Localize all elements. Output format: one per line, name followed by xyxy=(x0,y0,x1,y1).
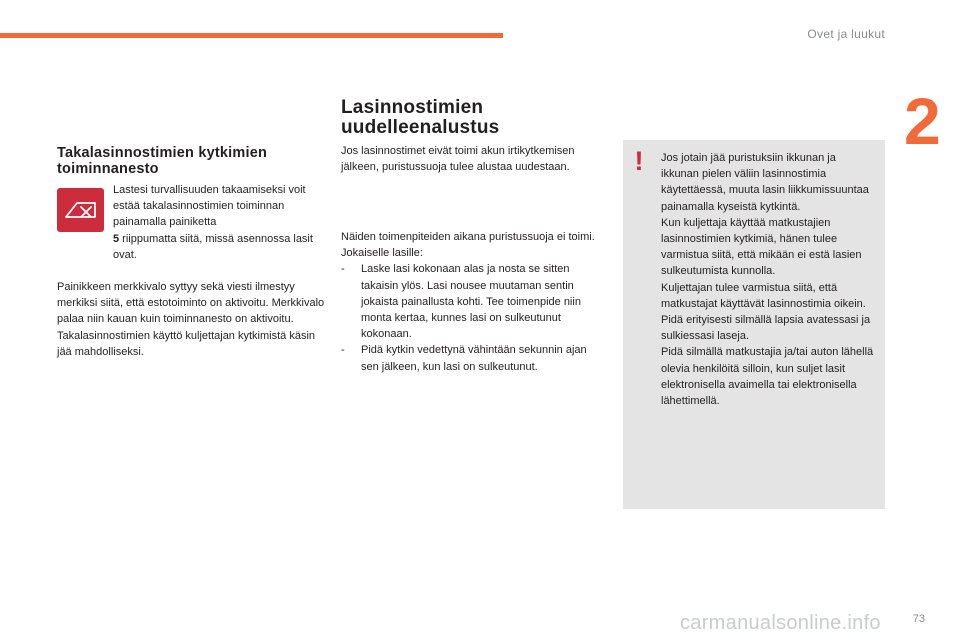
list-dash: - xyxy=(341,344,345,357)
watermark: carmanualsonline.info xyxy=(680,612,881,634)
list-item xyxy=(341,261,606,342)
list-item-text: Pidä kytkin vedettynä vähintään sekunnin ajan sen jälkeen, kun lasi on sulkeutunut. xyxy=(361,344,587,373)
procedure-note: Näiden toimenpiteiden aikana puristussuoja ei toimi. xyxy=(341,231,595,243)
reinit-intro: Jos lasinnostimet eivät toimi akun irtikytkemisen jälkeen, puristussuoja tulee alustaa uudestaan. xyxy=(341,145,575,174)
page-number: 73 xyxy=(912,613,925,625)
warning-line: Kuljettajan tulee varmistua siitä, että matkustajat käyttävät lasinnostimia oikein. xyxy=(661,281,866,310)
window-lock-icon xyxy=(57,188,104,232)
reinit-heading: Lasinnostimien uudelleenalustus xyxy=(341,97,500,138)
list-item xyxy=(341,342,606,374)
warning-line: Pidä erityisesti silmällä lapsia avatessasi ja sulkiessasi laseja. xyxy=(661,314,871,343)
section-title: Ovet ja luukut xyxy=(807,27,885,41)
chapter-number: 2 xyxy=(904,84,941,158)
warning-line: Jos jotain jää puristuksiin ikkunan ja ikkunan pielen väliin lasinnostimia käytettäessä, muuta lasin liikkumissuuntaa painamalla kyseistä kytkintä. xyxy=(661,152,869,213)
list-dash: - xyxy=(341,263,345,276)
window-lock-text: Lastesi turvallisuuden takaamiseksi voit estää takalasinnostimien toiminnan painamalla painiketta xyxy=(113,184,306,229)
list-item-text: Laske lasi kokonaan alas ja nosta se sitten takaisin ylös. Lasi nousee muutaman sentin jokaista painallusta kohti. Tee toimenpide niin monta kertaa, kunnes lasi on sulkeutunut kokonaan. xyxy=(361,263,581,341)
warning-icon: ! xyxy=(634,146,644,176)
driver-switch-text: Takalasinnostimien käyttö kuljettajan kytkimistä käsin jää mahdolliseksi. xyxy=(57,329,316,358)
button-number: 5 xyxy=(113,232,120,245)
procedure-lead: Jokaiselle lasille: xyxy=(341,247,423,260)
warning-line: Pidä silmällä matkustajia ja/tai auton lähellä olevia henkilöitä silloin, kun suljet lasit elektronisella avaimella tai elektronisella lähettimellä. xyxy=(661,346,874,408)
window-lock-heading: Takalasinnostimien kytkimien toiminnanesto xyxy=(57,145,268,177)
window-lock-text-end: riippumatta siitä, missä asennossa lasit ovat. xyxy=(113,232,313,261)
warning-line: Kun kuljettaja käyttää matkustajien lasinnostimien kytkimiä, hänen tulee varmistua siitä, että mikään ei estä lasien sulkeutumista kunnolla. xyxy=(661,216,862,278)
warning-text xyxy=(661,150,875,409)
accent-bar xyxy=(0,33,503,38)
reinit-procedure xyxy=(341,229,606,375)
indicator-paragraph xyxy=(57,279,332,360)
window-lock-description xyxy=(113,182,328,263)
indicator-text: Painikkeen merkkivalo syttyy sekä viesti ilmestyy merkiksi siitä, että estotoiminto on aktivoitu. Merkkivalo palaa niin kauan kuin toiminnanesto on aktivoitu. xyxy=(57,281,325,326)
